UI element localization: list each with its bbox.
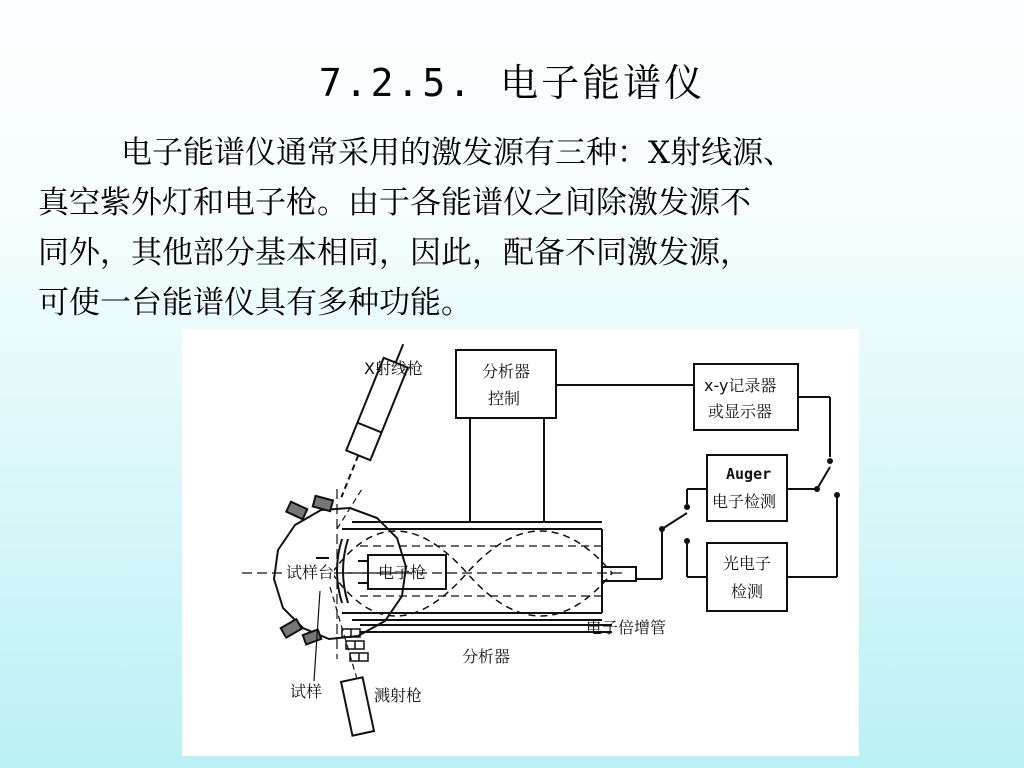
recorder-label-2: 或显示器 <box>708 402 773 421</box>
paragraph-line: 可使一台能谱仪具有多种功能。 <box>38 285 472 321</box>
analyzer-control-label-2: 控制 <box>488 389 521 408</box>
sample-label: 试样 <box>290 682 323 701</box>
sputter-gun-label: 溅射枪 <box>374 686 423 705</box>
electron-gun-label: 电子枪 <box>378 563 427 582</box>
paragraph-line: 同外，其他部分基本相同，因此，配备不同激发源， <box>38 235 751 271</box>
photoelectron-label-2: 检测 <box>731 582 764 601</box>
paragraph-line: 电子能谱仪通常采用的激发源有三种：X射线源、 <box>121 135 795 171</box>
xray-gun-label: X射线枪 <box>364 359 423 378</box>
multiplier-label: 电子倍增管 <box>586 618 667 637</box>
paragraph-line: 真空紫外灯和电子枪。由于各能谱仪之间除激发源不 <box>38 185 751 221</box>
body-paragraph <box>38 128 988 328</box>
analyzer-label: 分析器 <box>462 647 511 666</box>
auger-label-2: 电子检测 <box>712 492 777 511</box>
photoelectron-label-1: 光电子 <box>723 554 772 573</box>
page-title: 7.2.5. 电子能谱仪 <box>318 61 706 105</box>
analyzer-control-label-1: 分析器 <box>482 362 531 381</box>
sample-stage-label: 试样台 <box>286 563 335 582</box>
recorder-label-1: x-y记录器 <box>704 376 777 395</box>
auger-label-1: Auger <box>726 465 772 483</box>
spectrometer-diagram <box>182 329 859 756</box>
